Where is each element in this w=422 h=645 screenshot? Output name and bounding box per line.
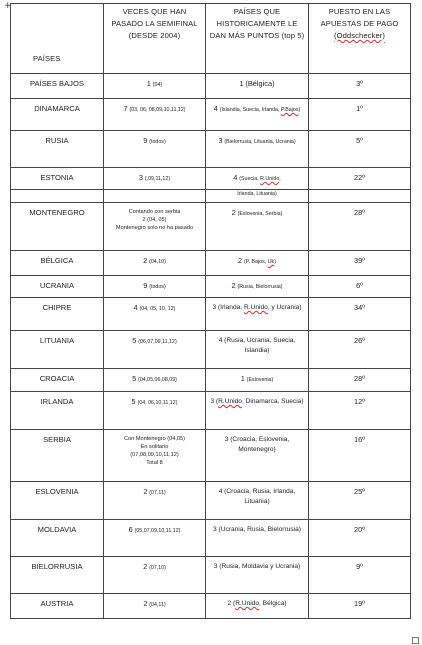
points-cell: 1 (Eslovenia)	[206, 369, 309, 392]
country-cell: RUSIA	[11, 131, 104, 168]
country-cell: IRLANDA	[11, 392, 104, 430]
table-row	[11, 276, 411, 298]
table-row	[11, 131, 411, 168]
country-cell: MONTENEGRO	[11, 203, 104, 251]
table-row	[11, 594, 411, 619]
country-cell: MOLDAVIA	[11, 520, 104, 557]
header-countries: PAÍSES	[11, 4, 104, 74]
points-cell: 2 (P. Bajos, Uk)	[206, 251, 309, 276]
table-row	[11, 331, 411, 369]
header-betting-rank: PUESTO EN LAS APUESTAS DE PAGO (Oddschecker)	[309, 4, 411, 74]
betting-cell: 16º	[309, 430, 411, 482]
times-cell: Con Montenegro (04,05) En solitario (07,08,09,10,11,12) Total 8	[104, 430, 206, 482]
betting-cell: 6º	[309, 276, 411, 298]
times-cell: 2 (07,11)	[104, 482, 206, 520]
points-cell: 4 (Islandia, Suecia, Irlanda, P.Bajos)	[206, 99, 309, 131]
table-row	[11, 74, 411, 99]
country-cell: BIELORRUSIA	[11, 557, 104, 594]
times-cell: 5 (04,05,06,08,09)	[104, 369, 206, 392]
times-cell: 9 (todos)	[104, 131, 206, 168]
header-row	[11, 4, 411, 74]
country-cell: AUSTRIA	[11, 594, 104, 619]
points-cell: 3 (R.Unido, Dinamarca, Suecia)	[206, 392, 309, 430]
table-anchor-icon[interactable]: +	[4, 1, 12, 11]
times-cell: 2 (04,11)	[104, 594, 206, 619]
points-cell: 4 (Suecia, R.Unido,	[206, 168, 309, 190]
betting-cell: 39º	[309, 251, 411, 276]
times-cell: 2 (07,10)	[104, 557, 206, 594]
points-cell: 4 (Rusia, Ucrania, Suecia, Islandia)	[206, 331, 309, 369]
betting-cell: 26º	[309, 331, 411, 369]
times-cell: 6 (05,07,09,10,11,12)	[104, 520, 206, 557]
times-cell: 7 (03, 06, 08,09,10,11,12)	[104, 99, 206, 131]
betting-cell: 1º	[309, 99, 411, 131]
points-cell: 2 (R.Unido, Bélgica)	[206, 594, 309, 619]
table-row	[11, 99, 411, 131]
country-cell	[11, 190, 104, 203]
table-row	[11, 190, 411, 203]
points-cell: 3 (Rusia, Moldavia y Ucrania)	[206, 557, 309, 594]
times-cell: 4 (04, 05, 10, 12)	[104, 298, 206, 331]
header-betting-source: (Oddschecker)	[333, 31, 386, 40]
betting-cell: 19º	[309, 594, 411, 619]
country-cell: PAÍSES BAJOS	[11, 74, 104, 99]
times-cell: 5 (04, 06,10,11,12)	[104, 392, 206, 430]
country-cell: BÉLGICA	[11, 251, 104, 276]
country-cell: CROACIA	[11, 369, 104, 392]
table-row	[11, 251, 411, 276]
betting-cell	[309, 190, 411, 203]
points-cell: 3 (Bielorrusia, Lituania, Ucrania)	[206, 131, 309, 168]
betting-cell: 34º	[309, 298, 411, 331]
betting-cell: 12º	[309, 392, 411, 430]
points-cell: 3 (Croacia, Eslovenia, Montenegro)	[206, 430, 309, 482]
table-row	[11, 430, 411, 482]
points-cell: 3 (Ucrania, Rusia, Bielorrusia)	[206, 520, 309, 557]
betting-cell: 3º	[309, 74, 411, 99]
times-cell: 5 (06,07,09,11,12)	[104, 331, 206, 369]
points-cell: 2 (Eslovenia, Serbia)	[206, 203, 309, 251]
times-cell: 2 (04,10)	[104, 251, 206, 276]
table-row	[11, 203, 411, 251]
table-row	[11, 392, 411, 430]
table-row	[11, 168, 411, 190]
country-cell: UCRANIA	[11, 276, 104, 298]
header-times-qualified: VECES QUE HAN PASADO LA SEMIFINAL (DESDE 2004)	[104, 4, 206, 74]
betting-cell: 22º	[309, 168, 411, 190]
table-row	[11, 298, 411, 331]
betting-cell: 25º	[309, 482, 411, 520]
table-row	[11, 557, 411, 594]
points-cell: Irlanda, Lituania)	[206, 190, 309, 203]
times-cell	[104, 190, 206, 203]
paragraph-mark-icon	[412, 637, 419, 644]
times-cell: Contando con serbia 2 (04, 05) Montenegro solo no ha pasado	[104, 203, 206, 251]
country-cell: ESLOVENIA	[11, 482, 104, 520]
points-cell: 1 (Bélgica)	[206, 74, 309, 99]
table-row	[11, 482, 411, 520]
country-cell: DINAMARCA	[11, 99, 104, 131]
header-top-voters: PAÍSES QUE HISTORICAMENTE LE DAN MÁS PUNTOS (top 5)	[206, 4, 309, 74]
table-row	[11, 369, 411, 392]
points-cell: 4 (Croacia, Rusia, Irlanda, Lituania)	[206, 482, 309, 520]
times-cell: 9 (todos)	[104, 276, 206, 298]
betting-cell: 28º	[309, 203, 411, 251]
betting-cell: 9º	[309, 557, 411, 594]
betting-cell: 20º	[309, 520, 411, 557]
country-cell: ESTONIA	[11, 168, 104, 190]
betting-cell: 5º	[309, 131, 411, 168]
betting-cell: 28º	[309, 369, 411, 392]
country-cell: LITUANIA	[11, 331, 104, 369]
country-cell: CHIPRE	[11, 298, 104, 331]
eurovision-table	[10, 3, 411, 619]
points-cell: 3 (Irlanda, R.Unido, y Ucrania)	[206, 298, 309, 331]
times-cell: 3 (,09,11,12)	[104, 168, 206, 190]
times-cell: 1 (04)	[104, 74, 206, 99]
country-cell: SERBIA	[11, 430, 104, 482]
table-row	[11, 520, 411, 557]
points-cell: 2 (Rusia, Bielorrusia)	[206, 276, 309, 298]
